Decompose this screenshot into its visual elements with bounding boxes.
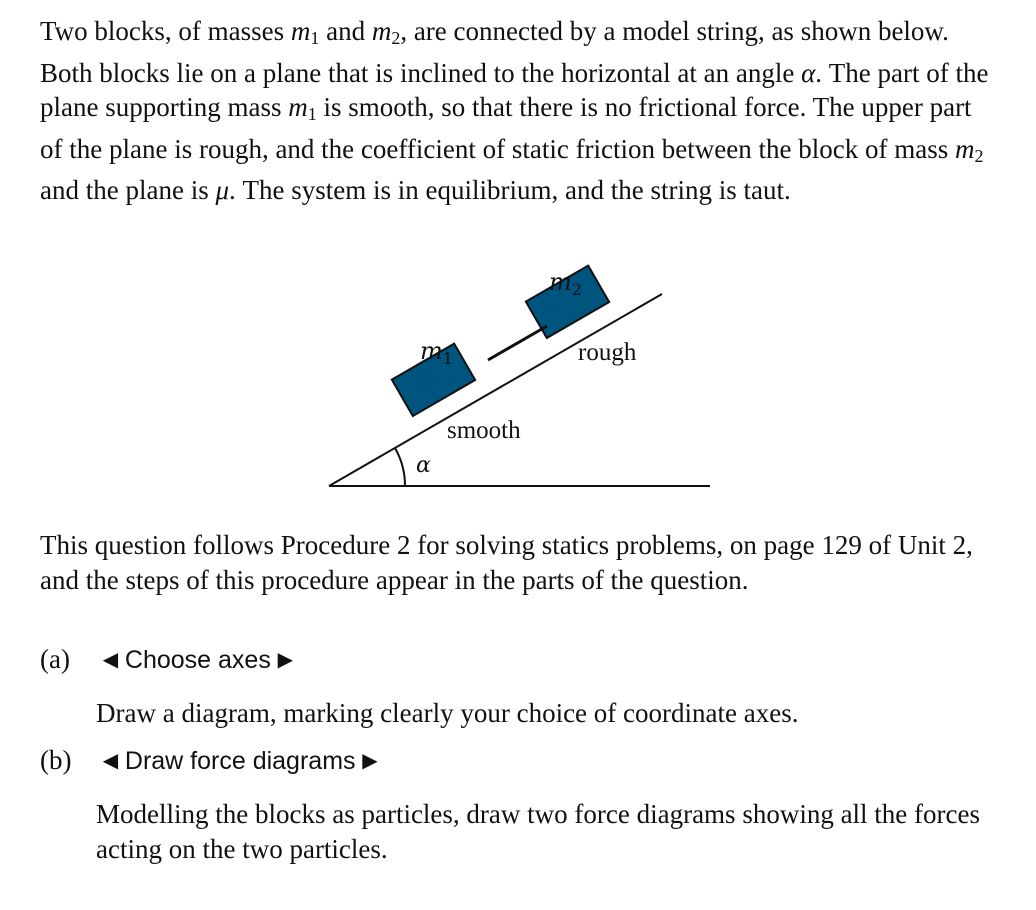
friction-mu: μ	[215, 175, 230, 205]
intro-text-6: and the plane is	[40, 175, 216, 205]
intro-text-5: is smooth, so that there is no frictional force. The upper part of the plane is rough, and the coefficient of static friction between the block of mass	[40, 92, 972, 164]
diagram-label-alpha: α	[416, 453, 431, 478]
part-a-label: (a)	[40, 644, 70, 674]
angle-alpha: α	[801, 57, 816, 88]
intro-text-4: . The part of the plane supporting mass	[40, 57, 989, 122]
diagram-label-smooth: smooth	[447, 417, 521, 444]
diagram-label-m1: $m_1$	[420, 337, 453, 368]
mass-m2: $m_2$	[371, 16, 401, 48]
intro-text-3: , are connected by a model string, as shown below. Both blocks lie on a plane that is inclined to the horizontal at an angle	[40, 16, 949, 88]
diagram-svg	[0, 252, 1036, 502]
part-a-body: Draw a diagram, marking clearly your choice of coordinate axes.	[96, 698, 799, 728]
intro-text-7: . The system is in equilibrium, and the string is taut.	[229, 175, 791, 205]
diagram-label-m2: $m_2$	[549, 268, 582, 299]
angle-arc	[395, 448, 405, 486]
model-string	[488, 326, 547, 360]
part-b-body: Modelling the blocks as particles, draw two force diagrams showing all the forces acting on the two particles.	[96, 799, 980, 864]
left-triangle-icon: ◀	[102, 647, 119, 671]
mass-m1: $m_1$	[290, 16, 320, 48]
inclined-plane-line	[329, 294, 662, 486]
intro-text-2: and	[319, 16, 372, 46]
diagram-label-rough: rough	[578, 339, 637, 366]
part-b-label: (b)	[40, 745, 72, 775]
intro-text-1: Two blocks, of masses	[40, 16, 291, 46]
part-b-title: Draw force diagrams	[124, 747, 356, 775]
mass-m1-second: $m_1$	[288, 92, 317, 124]
right-triangle-icon: ▶	[362, 748, 378, 772]
procedure-note	[40, 528, 1000, 597]
question-intro	[40, 14, 1000, 208]
intro-paragraph	[40, 14, 1000, 208]
procedure-text: This question follows Procedure 2 for solving statics problems, on page 129 of Unit 2, and the steps of this procedure appear in the parts of the question.	[40, 530, 973, 595]
part-a-heading	[40, 644, 293, 675]
inclined-plane-diagram	[0, 252, 1036, 502]
part-b-heading	[40, 745, 378, 776]
left-triangle-icon: ◀	[102, 748, 119, 772]
mass-m2-second: $m_2$	[954, 133, 984, 166]
right-triangle-icon: ▶	[277, 647, 293, 671]
part-a-title: Choose axes	[124, 646, 271, 674]
